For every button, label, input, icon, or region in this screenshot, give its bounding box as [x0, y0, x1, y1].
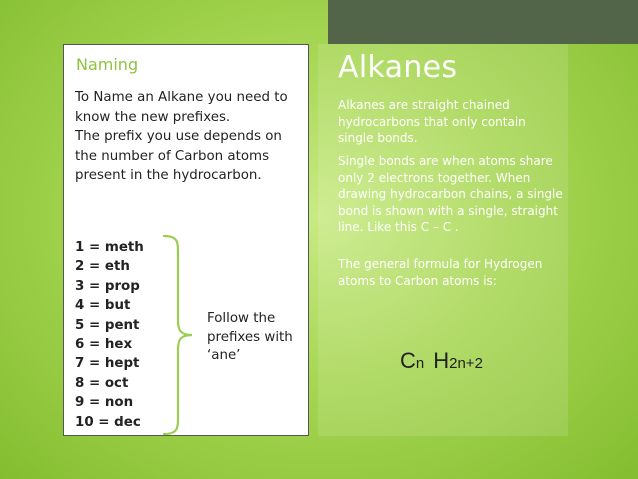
formula-hydrogen-sub: 2n+2	[449, 355, 483, 372]
formula-hydrogen: H	[433, 348, 450, 373]
top-band	[328, 0, 638, 44]
curly-brace-icon	[160, 232, 200, 438]
prefix-item: 10 = dec	[75, 414, 141, 430]
prefix-item: 7 = hept	[75, 356, 140, 372]
naming-title: Naming	[76, 55, 139, 74]
follow-note: Follow the prefixes with ‘ane’	[207, 311, 293, 363]
naming-intro-line2: The prefix you use depends on the number of Carbon atoms present in the hydrocarbon.	[75, 129, 282, 183]
alkanes-title: Alkanes	[338, 50, 458, 85]
prefix-item: 5 = pent	[75, 317, 140, 333]
naming-intro	[75, 88, 303, 186]
prefix-item: 1 = meth	[75, 240, 144, 255]
prefix-item: 9 = non	[75, 395, 134, 411]
alkanes-paragraph: The general formula for Hydrogen atoms to Carbon atoms is:	[338, 257, 543, 288]
alkanes-paragraph: Single bonds are when atoms share only 2 electrons together. When drawing hydrocarbon chains, a single bond is shown with a single, straight line. Like this C – C .	[338, 154, 563, 234]
formula-carbon-sub: n	[415, 355, 425, 372]
alkanes-paragraph: Alkanes are straight chained hydrocarbons that only contain single bonds.	[338, 98, 526, 145]
general-formula	[400, 348, 483, 374]
prefix-item: 8 = oct	[75, 375, 129, 391]
prefix-item: 3 = prop	[75, 278, 140, 294]
naming-intro-line1: To Name an Alkane you need to know the new prefixes.	[75, 90, 288, 125]
prefix-list	[75, 238, 144, 432]
prefix-item: 2 = eth	[75, 259, 130, 275]
prefix-item: 6 = hex	[75, 337, 133, 353]
formula-carbon: C	[400, 348, 416, 373]
prefix-item: 4 = but	[75, 298, 131, 314]
